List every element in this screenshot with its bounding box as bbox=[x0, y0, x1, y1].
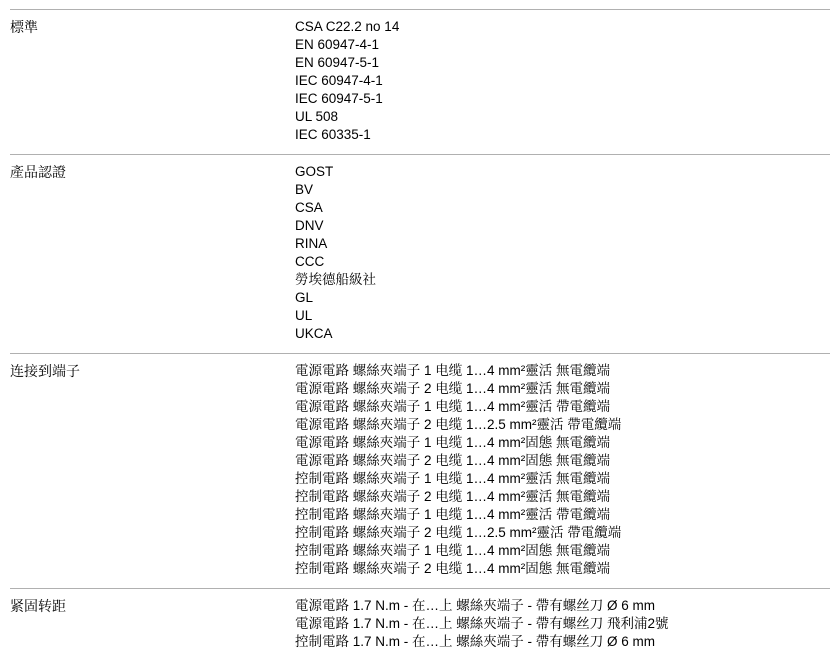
spec-row-standards bbox=[10, 9, 830, 154]
spec-value: 電源電路 螺絲夾端子 2 电缆 1…4 mm²靈活 無電纜端 bbox=[295, 381, 611, 396]
spec-label: 標準 bbox=[10, 19, 38, 35]
spec-label: 紧固转距 bbox=[10, 598, 66, 614]
spec-value: GL bbox=[295, 290, 314, 305]
spec-value: 電源電路 螺絲夾端子 1 电缆 1…4 mm²固態 無電纜端 bbox=[295, 435, 611, 450]
spec-value: GOST bbox=[295, 164, 334, 179]
spec-value: 電源電路 螺絲夾端子 2 电缆 1…4 mm²固態 無電纜端 bbox=[295, 453, 611, 468]
spec-value: 電源電路 螺絲夾端子 2 电缆 1…2.5 mm²靈活 帶電纜端 bbox=[295, 417, 622, 432]
spec-value: 控制電路 螺絲夾端子 1 电缆 1…4 mm²固態 無電纜端 bbox=[295, 543, 611, 558]
spec-value: UKCA bbox=[295, 326, 333, 341]
spec-value: UL bbox=[295, 308, 313, 323]
spec-value: EN 60947-4-1 bbox=[295, 37, 380, 52]
spec-row-certifications bbox=[10, 154, 830, 353]
spec-value: IEC 60335-1 bbox=[295, 127, 371, 142]
spec-value: BV bbox=[295, 182, 314, 197]
spec-value: 控制電路 螺絲夾端子 2 电缆 1…4 mm²固態 無電纜端 bbox=[295, 561, 611, 576]
spec-value: IEC 60947-5-1 bbox=[295, 91, 383, 106]
spec-value: 電源電路 螺絲夾端子 1 电缆 1…4 mm²靈活 帶電纜端 bbox=[295, 399, 611, 414]
spec-value: CSA bbox=[295, 200, 323, 215]
spec-value: 控制電路 1.7 N.m - 在…上 螺絲夾端子 - 帶有螺丝刀 Ø 6 mm bbox=[295, 634, 656, 649]
spec-value: 控制電路 螺絲夾端子 2 电缆 1…4 mm²靈活 無電纜端 bbox=[295, 489, 611, 504]
spec-value: DNV bbox=[295, 218, 324, 233]
spec-values bbox=[295, 362, 830, 578]
spec-value: UL 508 bbox=[295, 109, 339, 124]
spec-value: 電源電路 1.7 N.m - 在…上 螺絲夾端子 - 帶有螺丝刀 Ø 6 mm bbox=[295, 598, 656, 613]
spec-label: 连接到端子 bbox=[10, 363, 80, 379]
spec-values bbox=[295, 18, 830, 144]
spec-value: IEC 60947-4-1 bbox=[295, 73, 383, 88]
spec-value: 控制電路 螺絲夾端子 1 电缆 1…4 mm²靈活 帶電纜端 bbox=[295, 507, 611, 522]
spec-label: 產品認證 bbox=[10, 164, 66, 180]
spec-value: RINA bbox=[295, 236, 328, 251]
spec-values bbox=[295, 163, 830, 343]
spec-value: CCC bbox=[295, 254, 325, 269]
spec-value: 勞埃德船級社 bbox=[295, 272, 376, 287]
spec-value: EN 60947-5-1 bbox=[295, 55, 380, 70]
spec-table bbox=[10, 9, 830, 661]
spec-value: 控制電路 螺絲夾端子 1 电缆 1…4 mm²靈活 無電纜端 bbox=[295, 471, 611, 486]
spec-value: 電源電路 螺絲夾端子 1 电缆 1…4 mm²靈活 無電纜端 bbox=[295, 363, 611, 378]
spec-value: 電源電路 1.7 N.m - 在…上 螺絲夾端子 - 帶有螺丝刀 飛利浦2號 bbox=[295, 616, 669, 631]
spec-row-terminal-connection bbox=[10, 353, 830, 588]
spec-row-tightening-torque bbox=[10, 588, 830, 661]
spec-values bbox=[295, 597, 830, 651]
spec-value: 控制電路 螺絲夾端子 2 电缆 1…2.5 mm²靈活 帶電纜端 bbox=[295, 525, 622, 540]
spec-value: CSA C22.2 no 14 bbox=[295, 19, 400, 34]
